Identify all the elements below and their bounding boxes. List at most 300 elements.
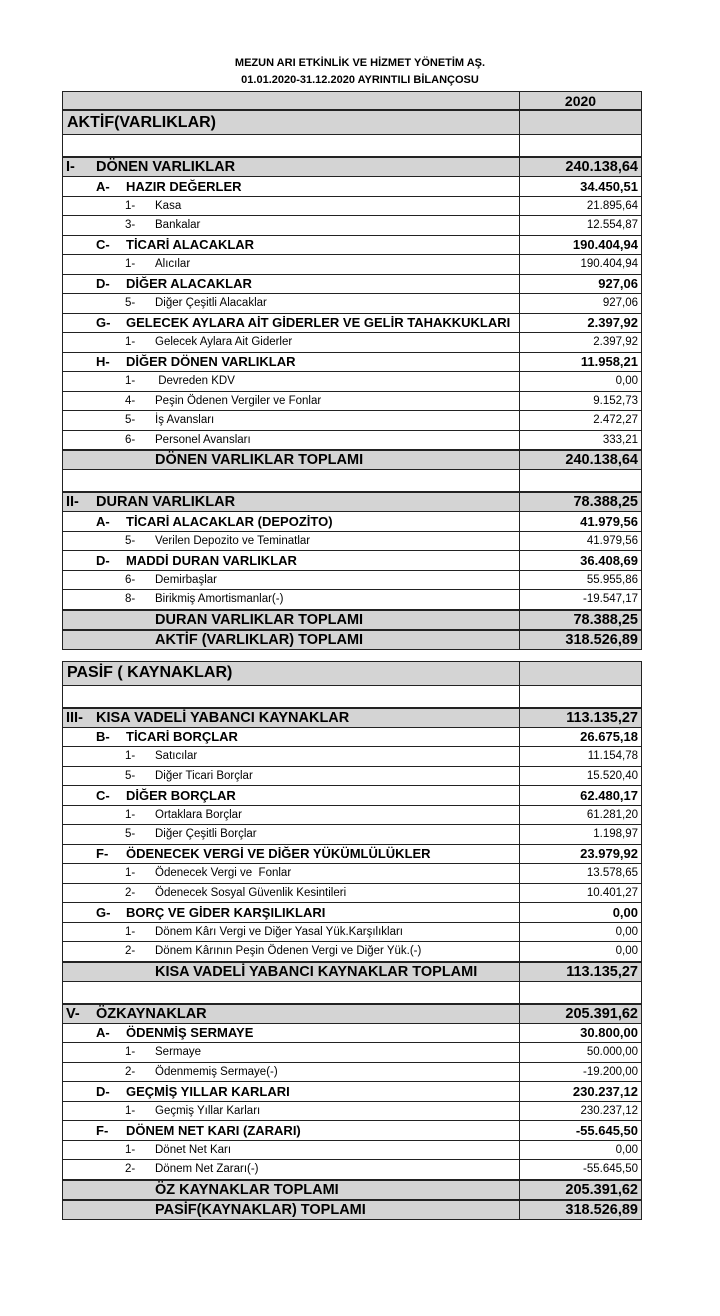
row-value-cell	[520, 91, 642, 110]
row-label-cell	[62, 431, 520, 451]
account-label: Ödenecek Sosyal Güvenlik Kesintileri	[155, 886, 347, 899]
account-code: 1-	[125, 199, 136, 212]
account-code: D-	[96, 552, 110, 568]
row-value-cell	[520, 767, 642, 787]
account-value: 34.450,51	[580, 178, 638, 194]
account-label: Peşin Ödenen Vergiler ve Fonlar	[155, 394, 322, 407]
account-value: 26.675,18	[580, 729, 638, 745]
row-value-cell	[520, 661, 642, 686]
account-row	[62, 923, 642, 943]
row-value-cell	[520, 177, 642, 197]
row-label-cell	[62, 411, 520, 431]
row-label-cell	[62, 532, 520, 552]
row-label-cell	[62, 1200, 520, 1220]
account-label: TİCARİ ALACAKLAR	[126, 237, 255, 253]
account-label: DÖNEN VARLIKLAR TOPLAMI	[155, 452, 364, 468]
account-value: 41.979,56	[580, 513, 638, 529]
account-code: II-	[66, 494, 79, 510]
row-label-cell	[62, 1160, 520, 1180]
account-label: KISA VADELİ YABANCI KAYNAKLAR TOPLAMI	[155, 963, 478, 980]
row-label-cell	[62, 512, 520, 532]
row-value-cell	[520, 1121, 642, 1141]
account-label: DİĞER DÖNEN VARLIKLAR	[126, 354, 296, 370]
row-value-cell	[520, 1102, 642, 1122]
account-row	[62, 1063, 642, 1083]
account-label: Geçmiş Yıllar Karları	[155, 1104, 261, 1117]
account-row	[62, 590, 642, 610]
row-value-cell	[520, 532, 642, 552]
account-code: A-	[96, 1025, 110, 1041]
account-row	[62, 372, 642, 392]
account-label: Diğer Ticari Borçlar	[155, 769, 253, 782]
account-code: C-	[96, 787, 110, 803]
subgroup-row	[62, 236, 642, 256]
row-label-cell	[62, 157, 520, 177]
account-value: 230.237,12	[572, 1083, 638, 1099]
account-value: 0,00	[615, 1143, 638, 1156]
account-row	[62, 1043, 642, 1063]
row-value-cell	[520, 942, 642, 962]
account-value: 41.979,56	[586, 534, 638, 547]
row-label-cell	[62, 294, 520, 314]
row-value-cell	[520, 1043, 642, 1063]
row-value-cell	[520, 197, 642, 217]
account-code: G-	[96, 904, 111, 920]
row-value-cell	[520, 747, 642, 767]
account-label: Dönem Kârı Vergi ve Diğer Yasal Yük.Karşılıkları	[155, 925, 403, 938]
account-code: A-	[96, 178, 110, 194]
account-value: 927,06	[598, 276, 638, 292]
account-value: 10.401,27	[586, 886, 638, 899]
account-code: 5-	[125, 769, 136, 782]
blank-row	[62, 686, 642, 708]
account-label: Dönem Kârının Peşin Ödenen Vergi ve Diğer Yük.(-)	[155, 945, 422, 958]
section-header-row	[62, 110, 642, 135]
account-label: HAZIR DEĞERLER	[126, 178, 242, 194]
account-code: 8-	[125, 593, 136, 606]
account-code: 1-	[125, 336, 136, 349]
row-value-cell	[520, 236, 642, 256]
row-label-cell	[62, 1063, 520, 1083]
account-value: 240.138,64	[565, 452, 638, 468]
account-row	[62, 216, 642, 236]
account-label: Devreden KDV	[155, 375, 235, 388]
account-row	[62, 571, 642, 591]
group-row	[62, 708, 642, 728]
row-label-cell	[62, 767, 520, 787]
account-label: Sermaye	[155, 1046, 202, 1059]
row-label-cell	[62, 392, 520, 412]
account-code: 1-	[125, 867, 136, 880]
account-value: 23.979,92	[580, 846, 638, 862]
row-label-cell	[62, 1082, 520, 1102]
report-title: 01.01.2020-31.12.2020 AYRINTILI BİLANÇOSU	[241, 74, 479, 86]
subgroup-row	[62, 786, 642, 806]
row-label-cell	[62, 236, 520, 256]
row-value-cell	[520, 825, 642, 845]
row-label-cell	[62, 333, 520, 353]
row-value-cell	[520, 157, 642, 177]
account-row	[62, 532, 642, 552]
account-code: 1-	[125, 750, 136, 763]
account-label: DİĞER BORÇLAR	[126, 787, 236, 803]
row-label-cell	[62, 571, 520, 591]
row-value-cell	[520, 982, 642, 1004]
row-label-cell	[62, 590, 520, 610]
row-label-cell	[62, 942, 520, 962]
account-value: 12.554,87	[586, 219, 638, 232]
account-label: Diğer Çeşitli Alacaklar	[155, 297, 267, 310]
account-label: Kasa	[155, 199, 182, 212]
account-value: 0,00	[615, 925, 638, 938]
account-row	[62, 411, 642, 431]
account-value: 2.397,92	[587, 315, 638, 331]
row-label-cell	[62, 450, 520, 470]
account-label: Dönem Net Zararı(-)	[155, 1163, 259, 1176]
row-label-cell	[62, 1043, 520, 1063]
account-row	[62, 1102, 642, 1122]
row-label-cell	[62, 864, 520, 884]
row-value-cell	[520, 450, 642, 470]
row-value-cell	[520, 630, 642, 650]
account-value: 9.152,73	[593, 394, 638, 407]
account-value: 11.154,78	[587, 750, 638, 763]
row-label-cell	[62, 1141, 520, 1161]
row-label-cell	[62, 1004, 520, 1024]
account-value: 15.520,40	[586, 769, 638, 782]
account-value: 205.391,62	[565, 1005, 638, 1022]
row-label-cell	[62, 686, 520, 708]
account-value: 78.388,25	[573, 611, 638, 628]
account-code: 1-	[125, 258, 136, 271]
account-code: 1-	[125, 925, 136, 938]
row-value-cell	[520, 1024, 642, 1044]
row-value-cell	[520, 864, 642, 884]
total-row	[62, 1200, 642, 1220]
row-value-cell	[520, 590, 642, 610]
row-value-cell	[520, 728, 642, 748]
account-value: -19.200,00	[583, 1065, 638, 1078]
account-label: Gelecek Aylara Ait Giderler	[155, 336, 293, 349]
account-value: 190.404,94	[572, 237, 638, 253]
row-value-cell	[520, 1004, 642, 1024]
account-value: 318.526,89	[565, 1201, 638, 1218]
account-label: KISA VADELİ YABANCI KAYNAKLAR	[96, 709, 350, 726]
year-header-row	[62, 91, 642, 110]
account-value: 0,00	[615, 945, 638, 958]
account-label: ÖZKAYNAKLAR	[96, 1005, 207, 1022]
account-code: 6-	[125, 573, 136, 586]
subgroup-row	[62, 728, 642, 748]
blank-row	[62, 135, 642, 157]
account-label: DÖNEN VARLIKLAR	[96, 159, 236, 175]
account-code: III-	[66, 709, 83, 726]
account-label: AKTİF(VARLIKLAR)	[67, 113, 217, 131]
account-code: 2-	[125, 945, 136, 958]
account-value: 11.958,21	[580, 354, 638, 370]
account-code: H-	[96, 354, 110, 370]
account-label: Diğer Çeşitli Borçlar	[155, 828, 257, 841]
row-value-cell	[520, 431, 642, 451]
account-value: 50.000,00	[586, 1046, 638, 1059]
account-code: 2-	[125, 1163, 136, 1176]
account-label: ÖDENMİŞ SERMAYE	[126, 1025, 254, 1041]
account-value: 30.800,00	[580, 1025, 638, 1041]
row-value-cell	[520, 1141, 642, 1161]
subgroup-row	[62, 1121, 642, 1141]
row-value-cell	[520, 353, 642, 373]
account-row	[62, 825, 642, 845]
group-row	[62, 492, 642, 512]
account-label: Alıcılar	[155, 258, 191, 271]
subgroup-row	[62, 1024, 642, 1044]
account-row	[62, 747, 642, 767]
row-value-cell	[520, 923, 642, 943]
blank-row	[62, 982, 642, 1004]
row-label-cell	[62, 1121, 520, 1141]
account-label: Ödenecek Vergi ve Fonlar	[155, 867, 292, 880]
account-label: AKTİF (VARLIKLAR) TOPLAMI	[155, 631, 364, 648]
row-value-cell	[520, 1180, 642, 1200]
row-value-cell	[520, 135, 642, 157]
account-value: 13.578,65	[586, 867, 638, 880]
row-label-cell	[62, 610, 520, 630]
account-code: V-	[66, 1005, 80, 1022]
account-row	[62, 333, 642, 353]
row-label-cell	[62, 110, 520, 135]
row-label-cell	[62, 962, 520, 982]
subgroup-row	[62, 1082, 642, 1102]
account-code: D-	[96, 1083, 110, 1099]
row-label-cell	[62, 708, 520, 728]
account-code: 6-	[125, 433, 136, 446]
account-row	[62, 942, 642, 962]
account-value: 62.480,17	[580, 787, 638, 803]
row-value-cell	[520, 1160, 642, 1180]
row-value-cell	[520, 806, 642, 826]
row-label-cell	[62, 372, 520, 392]
row-value-cell	[520, 512, 642, 532]
account-row	[62, 392, 642, 412]
row-label-cell	[62, 884, 520, 904]
row-value-cell	[520, 470, 642, 492]
total-row	[62, 610, 642, 630]
row-value-cell	[520, 216, 642, 236]
row-label-cell	[62, 353, 520, 373]
year-label: 2020	[564, 92, 597, 109]
row-value-cell	[520, 551, 642, 571]
row-value-cell	[520, 962, 642, 982]
row-label-cell	[62, 216, 520, 236]
row-value-cell	[520, 110, 642, 135]
account-value: 333,21	[602, 433, 638, 446]
total-row	[62, 450, 642, 470]
account-label: Satıcılar	[155, 750, 198, 763]
account-value: 55.955,86	[586, 573, 638, 586]
account-label: Demirbaşlar	[155, 573, 217, 586]
account-label: Ödenmemiş Sermaye(-)	[155, 1065, 278, 1078]
account-code: F-	[96, 846, 109, 862]
account-label: GELECEK AYLARA AİT GİDERLER VE GELİR TAHAKKUKLARI	[126, 315, 511, 331]
account-code: 1-	[125, 375, 136, 388]
blank-row	[62, 470, 642, 492]
account-value: 113.135,27	[566, 709, 638, 726]
account-label: TİCARİ BORÇLAR	[126, 729, 238, 745]
account-label: GEÇMİŞ YILLAR KARLARI	[126, 1083, 290, 1099]
account-row	[62, 431, 642, 451]
total-row	[62, 962, 642, 982]
account-code: 4-	[125, 394, 136, 407]
account-code: 5-	[125, 297, 136, 310]
row-value-cell	[520, 1063, 642, 1083]
account-row	[62, 884, 642, 904]
row-value-cell	[520, 884, 642, 904]
row-label-cell	[62, 845, 520, 865]
row-value-cell	[520, 275, 642, 295]
row-value-cell	[520, 314, 642, 334]
account-code: G-	[96, 315, 111, 331]
account-row	[62, 1141, 642, 1161]
account-code: A-	[96, 513, 110, 529]
account-row	[62, 197, 642, 217]
account-value: 318.526,89	[565, 631, 638, 648]
row-value-cell	[520, 411, 642, 431]
account-label: İş Avansları	[155, 414, 215, 427]
company-name: MEZUN ARI ETKİNLİK VE HİZMET YÖNETİM AŞ.	[234, 57, 486, 69]
row-label-cell	[62, 825, 520, 845]
account-value: 0,00	[615, 375, 638, 388]
account-code: 1-	[125, 1104, 136, 1117]
account-label: PASİF ( KAYNAKLAR)	[67, 664, 233, 681]
account-row	[62, 255, 642, 275]
account-code: C-	[96, 237, 110, 253]
group-row	[62, 1004, 642, 1024]
subgroup-row	[62, 275, 642, 295]
account-code: 2-	[125, 1065, 136, 1078]
row-value-cell	[520, 1200, 642, 1220]
account-label: DURAN VARLIKLAR	[96, 494, 236, 510]
account-code: I-	[66, 159, 75, 175]
account-value: 2.397,92	[593, 336, 638, 349]
account-label: Ortaklara Borçlar	[155, 808, 242, 821]
account-value: 927,06	[602, 297, 638, 310]
row-label-cell	[62, 661, 520, 686]
row-label-cell	[62, 806, 520, 826]
account-code: B-	[96, 729, 110, 745]
row-value-cell	[520, 294, 642, 314]
row-label-cell	[62, 1102, 520, 1122]
row-value-cell	[520, 333, 642, 353]
account-row	[62, 806, 642, 826]
row-value-cell	[520, 708, 642, 728]
row-value-cell	[520, 610, 642, 630]
row-label-cell	[62, 1024, 520, 1044]
row-value-cell	[520, 372, 642, 392]
row-label-cell	[62, 177, 520, 197]
account-label: Bankalar	[155, 219, 201, 232]
account-label: DURAN VARLIKLAR TOPLAMI	[155, 611, 364, 628]
account-value: 2.472,27	[593, 414, 638, 427]
subgroup-row	[62, 314, 642, 334]
group-row	[62, 157, 642, 177]
account-code: 5-	[125, 414, 136, 427]
account-label: PASİF(KAYNAKLAR) TOPLAMI	[155, 1201, 366, 1218]
row-label-cell	[62, 982, 520, 1004]
account-code: 3-	[125, 219, 136, 232]
row-value-cell	[520, 1082, 642, 1102]
subgroup-row	[62, 512, 642, 532]
row-label-cell	[62, 135, 520, 157]
account-row	[62, 294, 642, 314]
account-code: 5-	[125, 534, 136, 547]
row-value-cell	[520, 571, 642, 591]
row-label-cell	[62, 255, 520, 275]
account-value: 61.281,20	[586, 808, 638, 821]
account-value: 240.138,64	[565, 159, 638, 175]
row-label-cell	[62, 470, 520, 492]
row-label-cell	[62, 923, 520, 943]
subgroup-row	[62, 551, 642, 571]
account-label: Birikmiş Amortismanlar(-)	[155, 593, 284, 606]
row-label-cell	[62, 747, 520, 767]
row-label-cell	[62, 728, 520, 748]
account-value: 36.408,69	[580, 552, 638, 568]
account-value: 230.237,12	[580, 1104, 638, 1117]
account-row	[62, 767, 642, 787]
row-label-cell	[62, 197, 520, 217]
row-label-cell	[62, 630, 520, 650]
account-code: F-	[96, 1122, 109, 1138]
subgroup-row	[62, 353, 642, 373]
account-code: 1-	[125, 1046, 136, 1059]
row-label-cell	[62, 314, 520, 334]
account-value: 78.388,25	[573, 494, 638, 510]
row-label-cell	[62, 91, 520, 110]
account-label: TİCARİ ALACAKLAR (DEPOZİTO)	[126, 513, 333, 529]
account-value: -19.547,17	[583, 593, 638, 606]
account-label: ÖDENECEK VERGİ VE DİĞER YÜKÜMLÜLÜKLER	[126, 846, 431, 862]
subgroup-row	[62, 845, 642, 865]
account-code: 5-	[125, 828, 136, 841]
row-label-cell	[62, 786, 520, 806]
account-label: Verilen Depozito ve Teminatlar	[155, 534, 311, 547]
row-label-cell	[62, 492, 520, 512]
account-code: 1-	[125, 808, 136, 821]
account-value: 0,00	[612, 904, 638, 920]
row-value-cell	[520, 903, 642, 923]
subgroup-row	[62, 177, 642, 197]
account-code: 1-	[125, 1143, 136, 1156]
account-value: 205.391,62	[565, 1181, 638, 1198]
row-label-cell	[62, 1180, 520, 1200]
account-label: ÖZ KAYNAKLAR TOPLAMI	[155, 1181, 339, 1198]
account-label: DÖNEM NET KARI (ZARARI)	[126, 1122, 301, 1138]
total-row	[62, 1180, 642, 1200]
account-value: 1.198,97	[593, 828, 638, 841]
row-value-cell	[520, 255, 642, 275]
subgroup-row	[62, 903, 642, 923]
account-code: D-	[96, 276, 110, 292]
account-label: BORÇ VE GİDER KARŞILIKLARI	[126, 904, 326, 920]
account-label: Personel Avansları	[155, 433, 251, 446]
section-header-row	[62, 661, 642, 686]
account-value: 21.895,64	[586, 199, 638, 212]
row-label-cell	[62, 551, 520, 571]
account-value: -55.645,50	[575, 1122, 638, 1138]
account-label: MADDİ DURAN VARLIKLAR	[126, 552, 297, 568]
account-value: 113.135,27	[566, 963, 638, 980]
row-value-cell	[520, 686, 642, 708]
